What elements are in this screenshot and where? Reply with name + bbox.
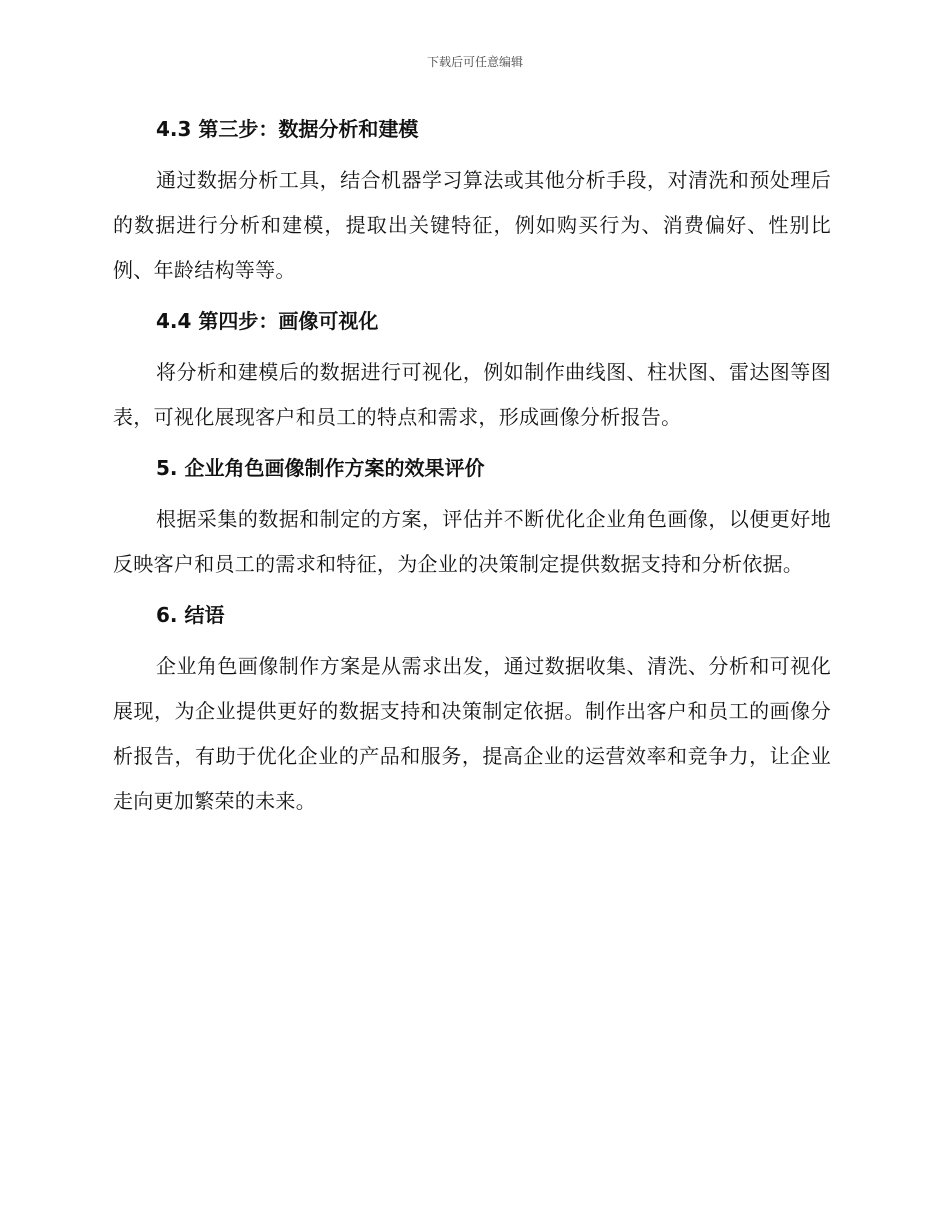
- section-paragraph-6: 企业角色画像制作方案是从需求出发，通过数据收集、清洗、分析和可视化展现，为企业提供更好的数据支持和决策制定依据。制作出客户和员工的画像分析报告，有助于优化企业的产品和服务，提高企业的运营效率和竞争力，让企业走向更加繁荣的未来。: [113, 654, 831, 813]
- running-header: 下载后可任意编辑: [426, 55, 523, 69]
- document-body: [113, 112, 831, 835]
- section-heading-4-4: 4.4 第四步：画像可视化: [156, 309, 379, 333]
- section-heading-6: 6. 结语: [156, 603, 225, 627]
- section-paragraph-4-4: 将分析和建模后的数据进行可视化，例如制作曲线图、柱状图、雷达图等图表，可视化展现客户和员工的特点和需求，形成画像分析报告。: [113, 360, 831, 429]
- section-heading-5: 5. 企业角色画像制作方案的效果评价: [156, 456, 485, 480]
- section-paragraph-4-3: 通过数据分析工具，结合机器学习算法或其他分析手段，对清洗和预处理后的数据进行分析和建模，提取出关键特征，例如购买行为、消费偏好、性别比例、年龄结构等等。: [113, 168, 831, 282]
- section-paragraph-5: 根据采集的数据和制定的方案，评估并不断优化企业角色画像，以便更好地反映客户和员工的需求和特征，为企业的决策制定提供数据支持和分析依据。: [113, 507, 831, 576]
- section-heading-4-3: 4.3 第三步：数据分析和建模: [156, 117, 419, 141]
